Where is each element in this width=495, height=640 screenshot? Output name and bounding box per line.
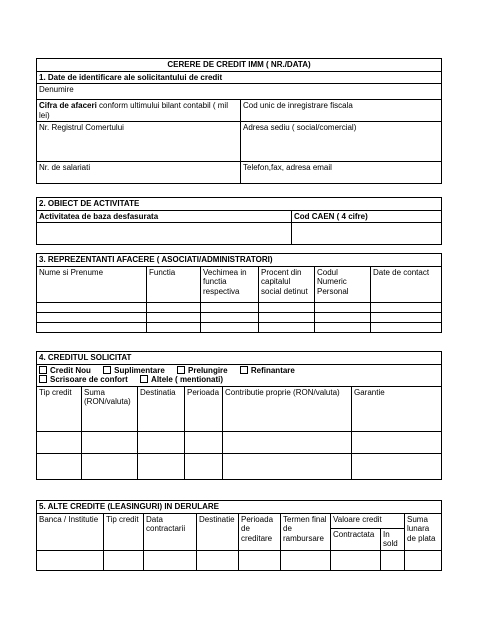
checkbox-icon[interactable]: [140, 375, 148, 383]
credit-options: [37, 364, 442, 386]
table-cell[interactable]: [185, 431, 223, 453]
checkbox-icon[interactable]: [103, 366, 111, 374]
table-cell[interactable]: [138, 453, 185, 479]
adresa-field[interactable]: [241, 122, 442, 162]
col-nume: Nume si Prenume: [37, 266, 147, 302]
table-cell[interactable]: [147, 302, 201, 312]
option-label: Credit Nou: [50, 365, 91, 375]
table-row: [37, 322, 442, 332]
option-refinantare[interactable]: [240, 366, 295, 375]
table-cell[interactable]: [281, 550, 331, 570]
table-row: [37, 550, 442, 570]
table-cell[interactable]: [197, 550, 239, 570]
table-cell[interactable]: [104, 550, 144, 570]
option-label: Refinantare: [250, 365, 295, 375]
table-cell[interactable]: [185, 453, 223, 479]
table-cell[interactable]: [201, 322, 259, 332]
caen-label: Cod CAEN ( 4 cifre): [292, 210, 442, 223]
option-prelungire[interactable]: [177, 366, 228, 375]
table-cell[interactable]: [82, 453, 138, 479]
table-cell[interactable]: [201, 312, 259, 322]
section-credit-solicitat: [36, 351, 441, 480]
telefon-field[interactable]: [241, 162, 442, 184]
denumire-field[interactable]: [37, 84, 442, 100]
table-row: [37, 312, 442, 322]
col-in-sold: In sold: [381, 528, 405, 550]
table-cell[interactable]: [82, 431, 138, 453]
cod-fiscal-field[interactable]: [241, 100, 442, 122]
option-label: Altele ( mentionati): [151, 375, 224, 385]
nr-registru-label: Nr. Registrul Comertului: [39, 123, 124, 133]
nr-salariati-field[interactable]: [37, 162, 241, 184]
table-cell[interactable]: [239, 550, 281, 570]
col-destinatie: Destinatie: [197, 513, 239, 550]
col-perioada: Perioada: [185, 386, 223, 431]
caen-field[interactable]: [292, 223, 442, 245]
table-cell[interactable]: [223, 431, 352, 453]
table-cell[interactable]: [37, 453, 82, 479]
section-identificare: [36, 58, 441, 184]
table-cell[interactable]: [331, 550, 381, 570]
table-row: [37, 431, 442, 453]
col-tip-credit-5: Tip credit: [104, 513, 144, 550]
telefon-label: Telefon,fax, adresa email: [243, 163, 332, 173]
col-data-contractarii: Data contractarii: [144, 513, 197, 550]
col-banca: Banca / Institutie: [37, 513, 104, 550]
col-garantie: Garantie: [352, 386, 442, 431]
table-cell[interactable]: [37, 302, 147, 312]
table-cell[interactable]: [381, 550, 405, 570]
col-tip-credit: Tip credit: [37, 386, 82, 431]
option-label: Prelungire: [188, 365, 228, 375]
col-functia: Functia: [147, 266, 201, 302]
form-title: CERERE DE CREDIT IMM ( NR./DATA): [37, 59, 442, 72]
table-cell[interactable]: [352, 431, 442, 453]
col-suma: Suma (RON/valuta): [82, 386, 138, 431]
col-cnp: Codul Numeric Personal: [315, 266, 371, 302]
table-cell[interactable]: [147, 312, 201, 322]
table-cell[interactable]: [223, 453, 352, 479]
col-perioada-creditare: Perioada de creditare: [239, 513, 281, 550]
option-credit-nou[interactable]: [39, 366, 91, 375]
table-cell[interactable]: [315, 302, 371, 312]
table-cell[interactable]: [405, 550, 442, 570]
cifra-afaceri-field[interactable]: [37, 100, 241, 122]
section-5-header: 5. ALTE CREDITE (LEASINGURI) IN DERULARE: [37, 501, 442, 514]
table-cell[interactable]: [144, 550, 197, 570]
option-scrisoare-confort[interactable]: [39, 375, 128, 384]
cod-fiscal-label: Cod unic de inregistrare fiscala: [243, 101, 353, 111]
table-cell[interactable]: [371, 302, 442, 312]
checkbox-icon[interactable]: [177, 366, 185, 374]
col-destinatia: Destinatia: [138, 386, 185, 431]
nr-salariati-label: Nr. de salariati: [39, 163, 91, 173]
table-cell[interactable]: [352, 453, 442, 479]
option-altele[interactable]: [140, 375, 223, 384]
col-contractata: Contractata: [331, 528, 381, 550]
cifra-afaceri-note: conform ultimului bilant contabil ( mil lei): [39, 101, 228, 120]
table-row: [37, 453, 442, 479]
col-termen-final: Termen final de rambursare: [281, 513, 331, 550]
section-3-header: 3. REPREZENTANTI AFACERE ( ASOCIATI/ADMINISTRATORI): [37, 254, 442, 267]
table-row: [37, 302, 442, 312]
col-vechimea: Vechimea in functia respectiva: [201, 266, 259, 302]
option-label: Suplimentare: [114, 365, 165, 375]
cifra-afaceri-label: Cifra de afaceri: [39, 101, 97, 111]
col-procent: Procent din capitalul social detinut: [259, 266, 315, 302]
table-cell[interactable]: [201, 302, 259, 312]
table-cell[interactable]: [37, 312, 147, 322]
section-obiect-activitate: [36, 197, 441, 245]
table-cell[interactable]: [371, 322, 442, 332]
denumire-label: Denumire: [39, 85, 74, 95]
section-1-header: 1. Date de identificare ale solicitantului de credit: [37, 71, 442, 84]
activitate-field[interactable]: [37, 223, 292, 245]
table-cell[interactable]: [315, 322, 371, 332]
col-contributie: Contributie proprie (RON/valuta): [223, 386, 352, 431]
table-cell[interactable]: [259, 322, 315, 332]
table-cell[interactable]: [315, 312, 371, 322]
table-cell[interactable]: [37, 550, 104, 570]
section-alte-credite: [36, 500, 441, 571]
checkbox-icon[interactable]: [39, 375, 47, 383]
col-valoare-credit: Valoare credit: [331, 513, 405, 528]
option-label: Scrisoare de confort: [50, 375, 128, 385]
table-cell[interactable]: [259, 302, 315, 312]
checkbox-icon[interactable]: [39, 366, 47, 374]
col-contact: Date de contact: [371, 266, 442, 302]
section-reprezentanti: [36, 253, 441, 333]
section-4-header: 4. CREDITUL SOLICITAT: [37, 352, 442, 365]
activitate-label: Activitatea de baza desfasurata: [37, 210, 292, 223]
option-suplimentare[interactable]: [103, 366, 165, 375]
table-cell[interactable]: [259, 312, 315, 322]
table-cell[interactable]: [37, 322, 147, 332]
nr-registru-field[interactable]: [37, 122, 241, 162]
section-2-header: 2. OBIECT DE ACTIVITATE: [37, 198, 442, 211]
col-suma-lunara: Suma lunara de plata: [405, 513, 442, 550]
adresa-label: Adresa sediu ( social/comercial): [243, 123, 357, 133]
table-cell[interactable]: [37, 431, 82, 453]
table-cell[interactable]: [147, 322, 201, 332]
checkbox-icon[interactable]: [240, 366, 248, 374]
table-cell[interactable]: [138, 431, 185, 453]
table-cell[interactable]: [371, 312, 442, 322]
